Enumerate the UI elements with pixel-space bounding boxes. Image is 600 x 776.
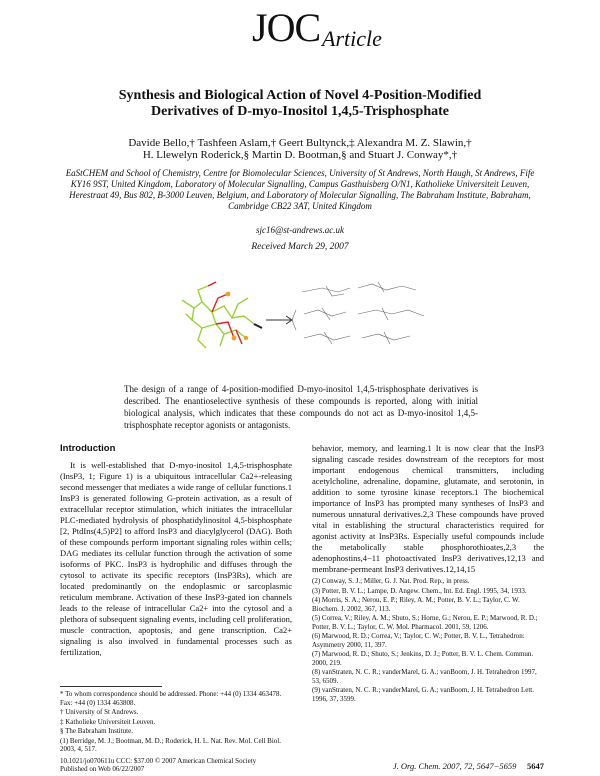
journal-citation: J. Org. Chem. 2007, 72, 5647−5659 [392, 761, 517, 771]
page-number: 5647 [527, 761, 544, 771]
journal-section-article: Article [322, 26, 382, 51]
footer-left [60, 757, 256, 773]
journal-logo [252, 5, 382, 51]
reference-item: (7) Marwood, R. D.; Shuto, S.; Jenkins, D. J.; Potter, B. V. L. Chem. Commun. 2000, 219. [312, 650, 534, 667]
reference-item: (6) Marwood, R. D.; Correa, V.; Taylor, C. W.; Potter, B. V. L., Tetrahedron: Asymmetry 2000, 11, 397. [312, 632, 525, 649]
footer-right [330, 761, 544, 771]
arrow-icon [266, 316, 292, 324]
received-date: Received March 29, 2007 [251, 242, 349, 252]
reference-item: (4) Morris, S. A.; Nerou, E. P.; Riley, A. M.; Potter, B. V. L.; Taylor, C. W. Biochem. J. 2002, 367, 113. [312, 596, 520, 613]
corresponding-email: sjc16@st-andrews.ac.uk [256, 225, 344, 235]
intro-paragraph: It is well-established that D-myo-inositol 1,4,5-trisphosphate (InsP3, 1; Figure 1) is a ubiquitous intracellular Ca2+-releasing second messenger that mediates a wide range of cellular functions.1 InsP3 is generated following G-protein activation, as a result of extracellular receptor stimulation, which initiates the intracellular PLC-mediated hydrolysis of phosphatidylinositol 4,5-bisphosphate [2, PtdIns(4,5)P2] to afford InsP3 and diacylglycerol (DAG). Both of these compounds perform important signaling roles within cells; DAG mediates its cellular function through the activation of some isoforms of PKC. InsP3 is hydrophilic and diffuses through the cytosol to activate its specific receptors (InsP3Rs), which are located predominantly on the endoplasmic or sarcoplasmic reticulum membrane. Activation of these InsP3-gated ion channels leads to the release of intracellular Ca2+ into the cytosol and a plethora of subsequent signaling events, including cell proliferation, muscle contraction, apoptosis, and gene transcription. Ca2+ signaling is also involved in fundamental processes such as fertilization, [60, 460, 292, 657]
paper-title [60, 88, 540, 120]
abstract: The design of a range of 4-position-modified D-myo-inositol 1,4,5-trisphosphate derivatives is described. The enantioselective synthesis of these compounds is reported, along with initial biological analysis, which indicates that these compounds do not act as D-myo-inositol 1,4,5-trisphosphate receptor agonists or antagonists. [124, 384, 478, 430]
footnote-rule [60, 686, 162, 687]
doi-line: 10.1021/jo070611u CCC: $37.00 © 2007 American Chemical Society [60, 757, 257, 765]
reference-item: (8) vanStraten, N. C. R.; vanderMarel, G. A.; vanBoom, J. H. Tetrahedron 1997, 53, 6509. [312, 668, 537, 685]
intro-paragraph-continued: behavior, memory, and learning.1 It is now clear that the InsP3 signaling cascade resides downstream of the receptors for most important endogenous chemical transmitters, including acetylcholine, adrenaline, dopamine, glutamate, and serotonin, in addition to some tyrosine kinase receptors.1 The biochemical importance of InsP3 has prompted many syntheses of InsP3 and numerous unnatural derivatives.2,3 These compounds have proved vital in establishing the structural characteristics required for agonist activity at InsP3Rs. Especially useful compounds include the metabolically stable phosphorothioates,2,3 the adenophostins,4−11 photoactivated InsP3 derivatives,12,13 and membrane-permeant InsP3 derivatives.12,14,15 [312, 443, 544, 574]
reference-item: (5) Correa, V.; Riley, A. M.; Shuto, S.; Horne, G.; Nerou, E. P.; Marwood, R. D.; Potter, B. V. L.; Taylor, C. W. Mol. Pharmacol. 2001, 59, 1206. [312, 614, 538, 631]
column-right [312, 443, 544, 575]
section-heading-introduction: Introduction [60, 443, 116, 454]
molecule-3d-model [182, 282, 262, 348]
title-line-2: Derivatives of D-myo-Inositol 1,4,5-Trisphosphate [150, 104, 449, 119]
graphical-abstract [172, 278, 434, 362]
footnote-item: ‡ Katholieke Universiteit Leuven. [60, 717, 156, 726]
journal-logo-joc: JOC [252, 5, 321, 50]
affiliations: EaStCHEM and School of Chemistry, Centre for Biomolecular Sciences, University of St Andrews, North Haugh, St Andrews, Fife KY16 9ST, United Kingdom, Laboratory of Molecular Signalling, Campus Gasthuisberg O/N1, Katholieke Universiteit Leuven, Herestraat 49, Bus 802, B-3000 Leuven, Belgium, and Laboratory of Molecular Signalling, The Babraham Institute, Babraham, Cambridge CB22 3AT, United Kingdom [65, 168, 535, 211]
footnote-item: * To whom correspondence should be addressed. Phone: +44 (0) 1334 463478. Fax: +44 (0) 1334 463808. [60, 690, 282, 707]
column-left [60, 443, 292, 658]
authors-line-2: H. Llewelyn Roderick,§ Martin D. Bootman,§ and Stuart J. Conway*,† [142, 149, 458, 161]
reference-item: (3) Potter, B. V. L.; Lampe, D. Angew. Chem., Int. Ed. Engl. 1995, 34, 1933. [312, 586, 527, 595]
reference-list [312, 577, 544, 704]
footnote-item: § The Babraham Institute. [60, 727, 133, 735]
footnote-item: (1) Berridge, M. J.; Bootman, M. D.; Roderick, H. L. Nat. Rev. Mol. Cell Biol. 2003, 4, 517. [60, 736, 281, 753]
title-line-1: Synthesis and Biological Action of Novel 4-Position-Modified [118, 88, 482, 103]
footnote-item: † University of St Andrews. [60, 708, 139, 716]
reference-item: (9) vanStraten, N. C. R.; vanderMarel, G. A.; vanBoom, J. H. Tetrahedron Lett. 1996, 37, 3599. [312, 686, 534, 703]
author-list [60, 137, 540, 161]
structure-sketches [292, 282, 424, 344]
authors-line-1: Davide Bello,† Tashfeen Aslam,† Geert Bultynck,‡ Alexandra M. Z. Slawin,† [128, 137, 472, 149]
footnotes [60, 690, 292, 755]
reference-item: (2) Conway, S. J.; Miller, G. J. Nat. Prod. Rep., in press. [312, 577, 470, 585]
published-line: Published on Web 06/22/2007 [60, 765, 145, 773]
